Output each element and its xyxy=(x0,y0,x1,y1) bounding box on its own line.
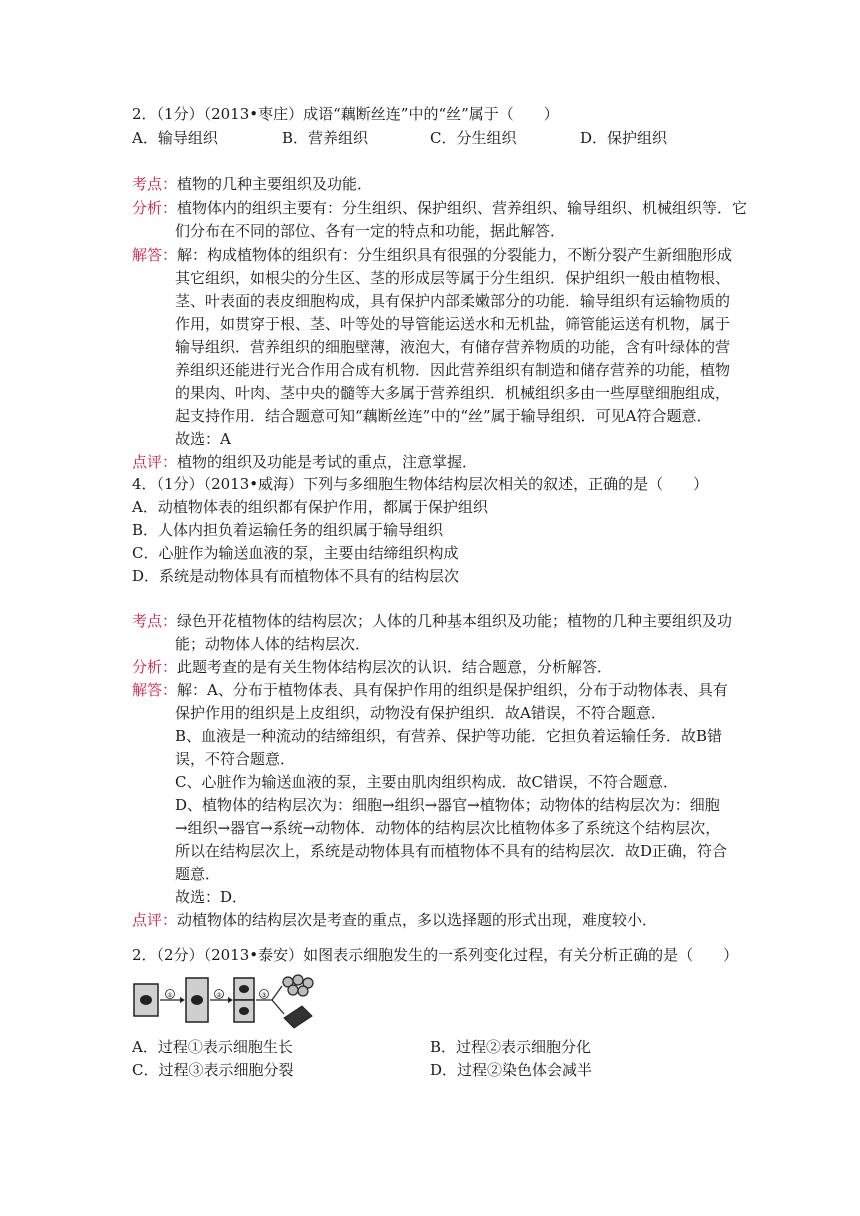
fenxi-text-2: 们分布在不同的部位、各有一定的特点和功能，据此解答． xyxy=(175,222,566,240)
dianping-text: 植物的组织及功能是考试的重点，注意掌握． xyxy=(177,453,478,471)
kaodian-text-2: 能；动物体人体的结构层次． xyxy=(175,635,371,653)
jieda-text-9: 故选：A xyxy=(175,430,231,448)
question-1-fenxi xyxy=(132,197,747,219)
kaodian-label: 考点： xyxy=(132,175,178,193)
jieda-text-1: 解：构成植物体的组织有：分生组织具有很强的分裂能力，不断分裂产生新细胞形成 xyxy=(177,246,733,264)
question-1-jieda xyxy=(132,244,732,266)
jieda-text-7: →组织→器官→系统→动物体．动物体的结构层次比植物体多了系统这个结构层次， xyxy=(175,819,721,837)
question-3-option-a: A．过程①表示细胞生长 xyxy=(132,1038,293,1056)
question-2-option-c: C．心脏作为输送血液的泵，主要由结缔组织构成 xyxy=(132,544,459,562)
cell-single xyxy=(134,984,158,1016)
dianping-label: 点评： xyxy=(132,453,178,471)
dianping-text: 动植物体的结构层次是考查的重点，多以选择题的形式出现，难度较小． xyxy=(177,911,658,929)
jieda-text-6: D、植物体的结构层次为：细胞→组织→器官→植物体；动物体的结构层次为：细胞 xyxy=(175,796,720,814)
jieda-text-3: B、血液是一种流动的结缔组织，有营养、保护等功能．它担负着运输任务．故B错 xyxy=(175,727,723,745)
fenxi-label: 分析： xyxy=(132,199,178,217)
arrow-1 xyxy=(160,990,185,1004)
diagram-label-1: ① xyxy=(167,992,173,999)
arrow-2 xyxy=(210,990,233,1004)
question-1-option-b: B．营养组织 xyxy=(282,129,369,147)
cell-grown xyxy=(186,978,208,1022)
question-1-option-a: A．输导组织 xyxy=(132,129,218,147)
question-2-option-d: D．系统是动物体具有而植物体不具有的结构层次 xyxy=(132,567,460,585)
jieda-text-5: C、心脏作为输送血液的泵，主要由肌肉组织构成．故C错误，不符合题意． xyxy=(175,773,678,791)
jieda-text-1: 解：A、分布于植物体表、具有保护作用的组织是保护组织，分布于动物体表、具有 xyxy=(177,681,728,699)
question-1-stem: 2．（1分）（2013•枣庄）成语“藕断丝连”中的“丝”属于（ ） xyxy=(132,105,559,123)
jieda-text-6: 养组织还能进行光合作用合成有机物．因此营养组织有制造和储存营养的功能，植物 xyxy=(175,361,731,379)
question-2-jieda xyxy=(132,679,728,701)
jieda-text-4: 误，不符合题意． xyxy=(175,750,296,768)
question-1-option-d: D．保护组织 xyxy=(580,129,668,147)
kaodian-text-1: 绿色开花植物体的结构层次；人体的几种基本组织及功能；植物的几种主要组织及功 xyxy=(177,612,733,630)
dianping-label: 点评： xyxy=(132,911,178,929)
kaodian-label: 考点： xyxy=(132,612,178,630)
jieda-text-5: 输导组织．营养组织的细胞壁薄，液泡大，有储存营养物质的功能，含有叶绿体的营 xyxy=(175,338,731,356)
diagram-label-3: ③ xyxy=(261,992,267,999)
jieda-text-8: 所以在结构层次上，系统是动物体具有而植物体不具有的结构层次．故D正确，符合 xyxy=(175,842,728,860)
question-2-option-b: B．人体内担负着运输任务的组织属于输导组织 xyxy=(132,521,444,539)
question-3-option-b: B．过程②表示细胞分化 xyxy=(430,1038,592,1056)
jieda-text-8: 起支持作用．结合题意可知“藕断丝连”中的“丝”属于输导组织．可见A符合题意． xyxy=(175,407,712,425)
kaodian-text: 植物的几种主要组织及功能． xyxy=(177,175,373,193)
differentiated-cell-elongated xyxy=(284,1006,312,1028)
question-3-option-d: D．过程②染色体会减半 xyxy=(430,1061,593,1079)
question-2-kaodian xyxy=(132,610,732,632)
question-2-stem: 4．（1分）（2013•威海）下列与多细胞生物体结构层次相关的叙述，正确的是（ ） xyxy=(132,475,709,493)
jieda-label: 解答： xyxy=(132,681,178,699)
arrow-3 xyxy=(256,986,284,1014)
jieda-text-9: 题意． xyxy=(175,865,221,883)
question-2-fenxi xyxy=(132,656,612,678)
fenxi-text: 此题考查的是有关生物体结构层次的认识．结合题意，分析解答． xyxy=(177,658,613,676)
jieda-label: 解答： xyxy=(132,246,178,264)
jieda-text-2: 保护作用的组织是上皮组织，动物没有保护组织．故A错误，不符合题意． xyxy=(175,704,666,722)
fenxi-text-1: 植物体内的组织主要有：分生组织、保护组织、营养组织、输导组织、机械组织等．它 xyxy=(177,199,748,217)
cell-change-diagram xyxy=(132,974,322,1030)
differentiated-cells-round xyxy=(283,975,313,996)
question-1-dianping xyxy=(132,451,477,473)
diagram-label-2: ② xyxy=(216,992,222,999)
fenxi-label: 分析： xyxy=(132,658,178,676)
question-1-option-c: C．分生组织 xyxy=(430,129,517,147)
question-3-option-c: C．过程③表示细胞分裂 xyxy=(132,1061,294,1079)
jieda-text-3: 茎、叶表面的表皮细胞构成，具有保护内部柔嫩部分的功能．输导组织有运输物质的 xyxy=(175,292,731,310)
question-1-kaodian xyxy=(132,173,372,195)
question-3-stem: 2．（2分）（2013•泰安）如图表示细胞发生的一系列变化过程，有关分析正确的是（ ） xyxy=(132,946,739,964)
question-2-dianping xyxy=(132,909,657,931)
question-2-option-a: A．动植物体表的组织都有保护作用，都属于保护组织 xyxy=(132,498,488,516)
cell-divided xyxy=(234,978,254,1022)
jieda-text-2: 其它组织，如根尖的分生区、茎的形成层等属于分生组织．保护组织一般由植物根、 xyxy=(175,269,731,287)
jieda-text-7: 的果肉、叶肉、茎中央的髓等大多属于营养组织．机械组织多由一些厚壁细胞组成， xyxy=(175,384,731,402)
jieda-text-10: 故选：D． xyxy=(175,888,248,906)
jieda-text-4: 作用，如贯穿于根、茎、叶等处的导管能运送水和无机盐，筛管能运送有机物，属于 xyxy=(175,315,731,333)
